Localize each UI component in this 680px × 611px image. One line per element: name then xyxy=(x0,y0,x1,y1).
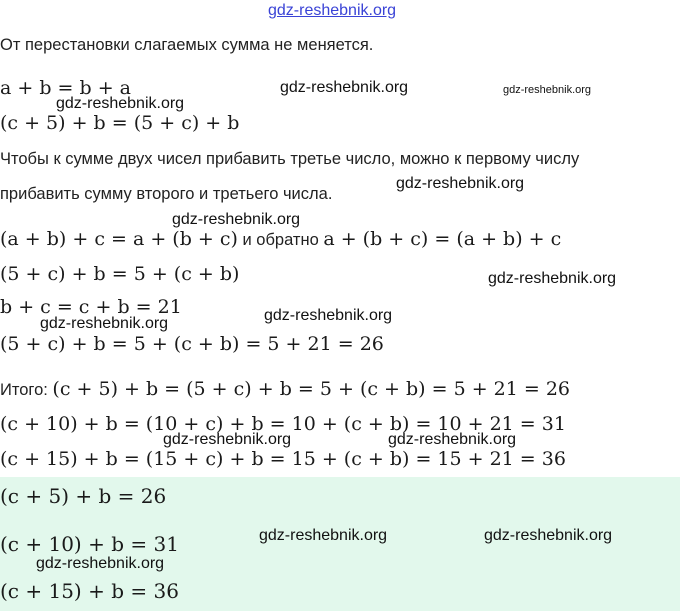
intro-text: От перестановки слагаемых сумма не меняется. xyxy=(0,36,374,54)
law-example: (c + 5) + b = (5 + c) + b xyxy=(0,112,240,134)
watermark: gdz-reshebnik.org xyxy=(388,431,517,448)
watermark: gdz-reshebnik.org xyxy=(36,555,165,572)
watermark: gdz-reshebnik.org xyxy=(484,527,613,544)
watermark: gdz-reshebnik.org xyxy=(40,315,169,332)
summary-line-1 xyxy=(0,378,570,400)
watermark: gdz-reshebnik.org xyxy=(503,84,592,96)
step-1: (5 + c) + b = 5 + (c + b) xyxy=(0,263,240,285)
watermark: gdz-reshebnik.org xyxy=(488,270,617,287)
watermark-top-link[interactable]: gdz-reshebnik.org xyxy=(268,2,397,19)
watermark: gdz-reshebnik.org xyxy=(56,95,185,112)
summary-equation-3: (c + 15) + b = (15 + c) + b = 15 + (c + b) = 15 + 21 = 36 xyxy=(0,448,566,470)
law-associative-right: a + (b + c) = (a + b) + c xyxy=(323,228,562,250)
watermark: gdz-reshebnik.org xyxy=(163,431,292,448)
summary-equation-1: (c + 5) + b = (5 + c) + b = 5 + (c + b) = 5 + 21 = 26 xyxy=(52,378,571,400)
summary-label: Итого: xyxy=(0,381,53,399)
law-commutative: a + b = b + a xyxy=(0,77,131,99)
watermark: gdz-reshebnik.org xyxy=(172,211,301,228)
law-associative xyxy=(0,228,561,250)
law-associative-left: (a + b) + c = a + (b + c) xyxy=(0,228,238,250)
answer-3: (c + 15) + b = 36 xyxy=(0,579,179,603)
watermark: gdz-reshebnik.org xyxy=(396,175,525,192)
summary-equation-2: (c + 10) + b = (10 + c) + b = 10 + (c + b) = 10 + 21 = 31 xyxy=(0,413,566,435)
step-3: (5 + c) + b = 5 + (c + b) = 5 + 21 = 26 xyxy=(0,333,384,355)
rule-text-line-2: прибавить сумму второго и третьего числа. xyxy=(0,185,333,203)
answer-1: (c + 5) + b = 26 xyxy=(0,484,167,508)
step-2: b + c = c + b = 21 xyxy=(0,296,182,318)
watermark: gdz-reshebnik.org xyxy=(280,79,409,96)
answer-2: (c + 10) + b = 31 xyxy=(0,532,179,556)
law-associative-conjunction: и обратно xyxy=(237,231,324,249)
watermark: gdz-reshebnik.org xyxy=(259,527,388,544)
rule-text-line-1: Чтобы к сумме двух чисел прибавить третье число, можно к первому числу xyxy=(0,150,580,168)
watermark: gdz-reshebnik.org xyxy=(264,307,393,324)
